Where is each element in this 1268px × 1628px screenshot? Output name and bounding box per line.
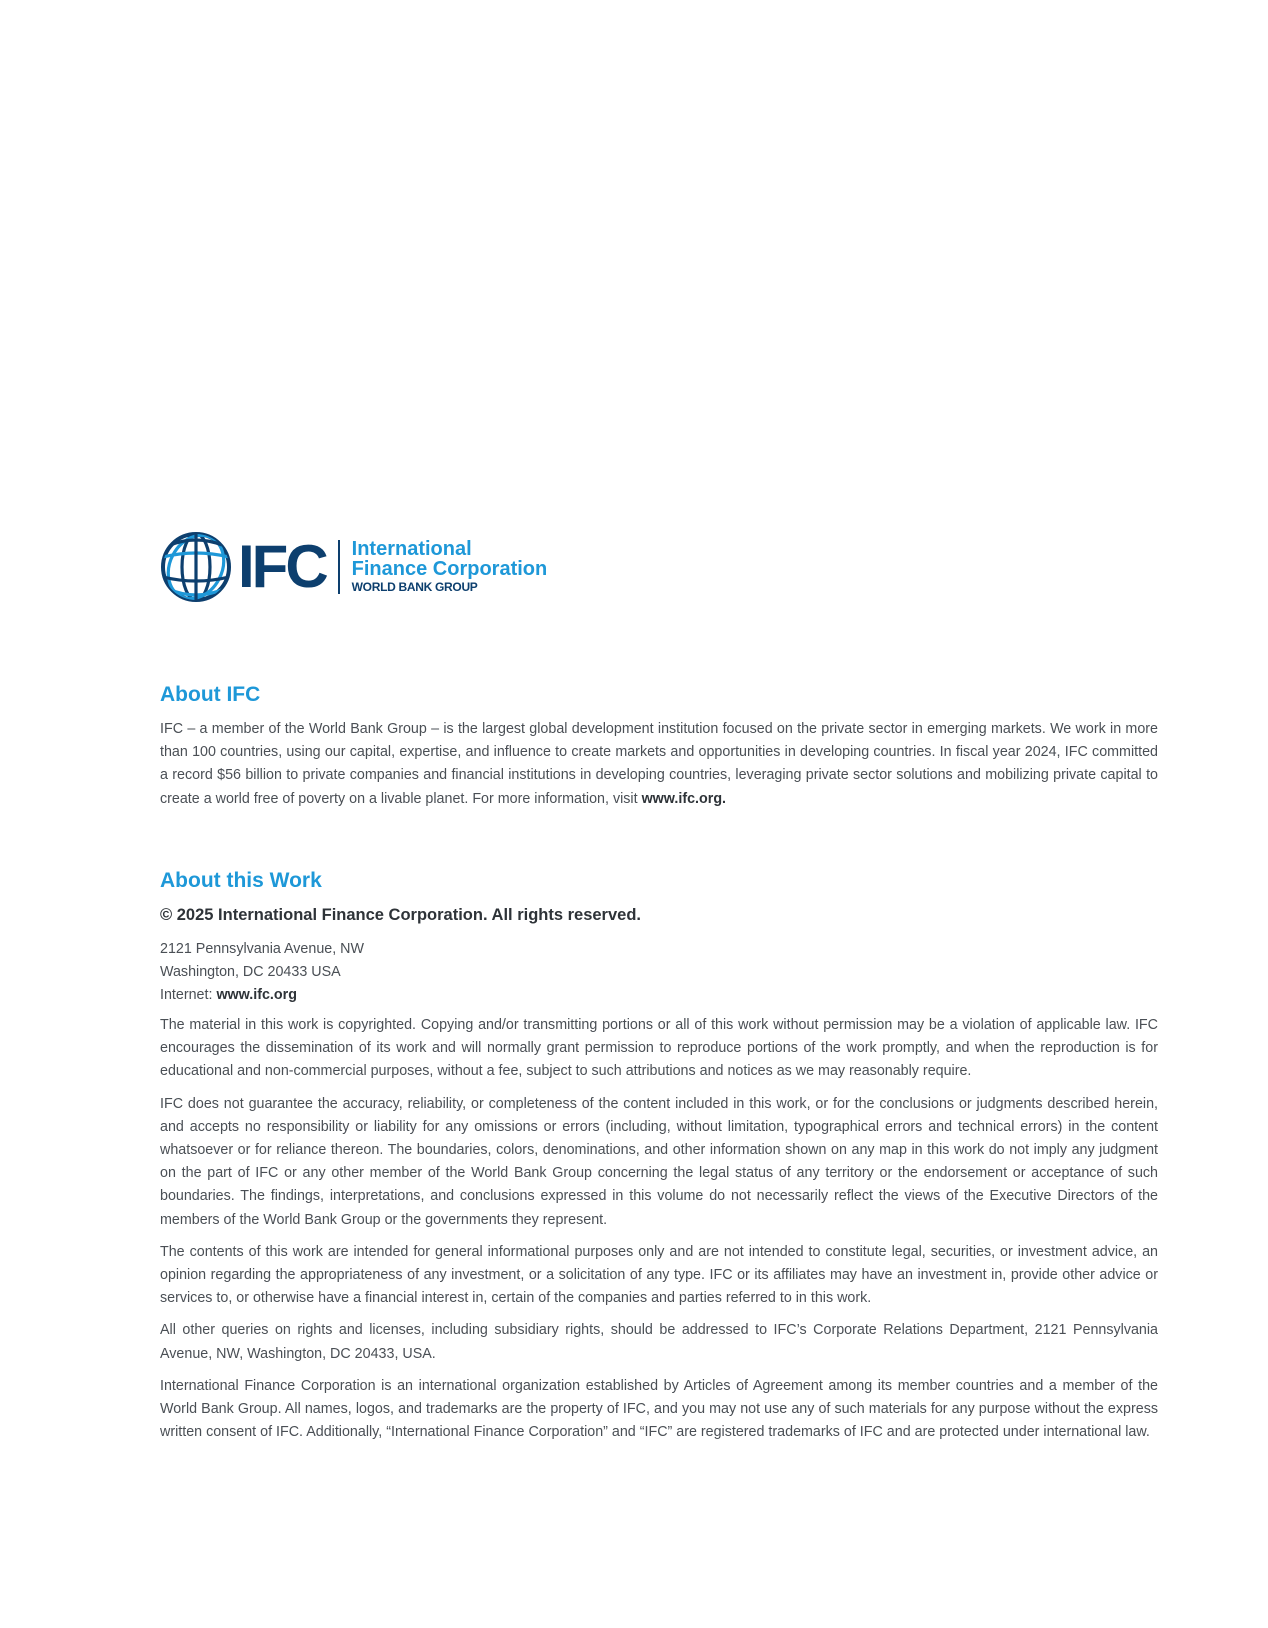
- logo-divider: [338, 540, 340, 594]
- trademarks-paragraph: International Finance Corporation is an international organization established by Articles of Agreement among its member countries and a member of the World Bank Group. All names, logos, and trademarks are the property of IFC, and you may not use any of such materials for any purpose without the express written consent of IFC. Additionally, “International Finance Corporation” and “IFC” are registered trademarks of IFC and are protected under international law.: [160, 1377, 1158, 1441]
- address-street: 2121 Pennsylvania Avenue, NW: [160, 941, 364, 957]
- logo-line-world-bank-group: WORLD BANK GROUP: [351, 580, 478, 594]
- ifc-logo: [160, 530, 547, 604]
- rights-queries-paragraph: All other queries on rights and licenses, including subsidiary rights, should be addressed to IFC’s Corporate Relations Department, 2121 Pennsylvania Avenue, NW, Washington, DC 20433, USA.: [160, 1322, 1158, 1362]
- logo-line-finance-corporation: Finance Corporation: [351, 558, 548, 580]
- about-ifc-paragraph: [160, 718, 1158, 811]
- address-block: [160, 938, 364, 1008]
- ifc-website-link[interactable]: www.ifc.org.: [641, 790, 727, 807]
- address-internet: [160, 984, 364, 1007]
- logo-mark: IFC: [238, 533, 326, 600]
- logo-line-international: International: [351, 538, 472, 560]
- copyright-paragraph: The material in this work is copyrighted. Copying and/or transmitting portions or all of this work without permission may be a violation of applicable law. IFC encourages the dissemination of its work and will normally grant permission to reproduce portions of the work promptly, and when the reproduction is for educational and non-commercial purposes, without a fee, subject to such attributions and notices as we may reasonably require.: [160, 1017, 1158, 1080]
- copyright-notice: © 2025 International Finance Corporation. All rights reserved.: [160, 906, 641, 924]
- logo-wordmark: [352, 539, 548, 595]
- legal-text: [160, 1014, 1158, 1453]
- document-page: [160, 0, 1158, 1628]
- globe-icon: [160, 531, 232, 603]
- about-ifc-text: IFC – a member of the World Bank Group – is the largest global development institution focused on the private sector in emerging markets. We work in more than 100 countries, using our capital, expertise, and influence to create markets and opportunities in developing countries. In fiscal year 2024, IFC committed a record $56 billion to private companies and financial institutions in developing countries, leveraging private sector solutions and mobilizing private capital to create a world free of poverty on a livable planet. For more information, visit: [160, 721, 1158, 807]
- internet-link[interactable]: www.ifc.org: [216, 987, 297, 1004]
- disclaimer-paragraph: IFC does not guarantee the accuracy, reliability, or completeness of the content included in this work, or for the conclusions or judgments described herein, and accepts no responsibility or liability for any omissions or errors (including, without limitation, typographical errors and technical errors) in the content whatsoever or for reliance thereon. The boundaries, colors, denominations, and other information shown on any map in this work do not imply any judgment on the part of IFC or any other member of the World Bank Group concerning the legal status of any territory or the endorsement or acceptance of such boundaries. The findings, interpretations, and conclusions expressed in this volume do not necessarily reflect the views of the Executive Directors of the members of the World Bank Group or the governments they represent.: [160, 1095, 1158, 1228]
- address-city: Washington, DC 20433 USA: [160, 964, 341, 981]
- about-work-heading: About this Work: [160, 869, 322, 892]
- about-ifc-heading: About IFC: [160, 683, 261, 706]
- internet-label: Internet:: [160, 987, 217, 1004]
- informational-purposes-paragraph: The contents of this work are intended for general informational purposes only and are not intended to constitute legal, securities, or investment advice, an opinion regarding the appropriateness of any investment, or a solicitation of any type. IFC or its affiliates may have an investment in, provide other advice or services to, or otherwise have a financial interest in, certain of the companies and parties referred to in this work.: [160, 1243, 1158, 1307]
